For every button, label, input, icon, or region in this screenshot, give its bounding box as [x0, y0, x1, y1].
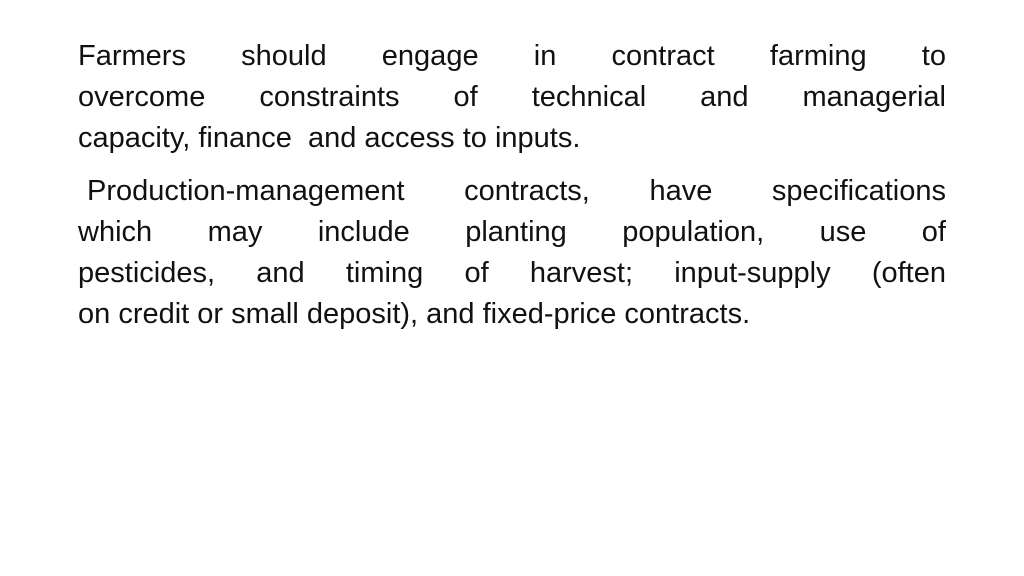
slide-text-line: Farmers should engage in contract farming to: [78, 40, 946, 72]
slide-text-line: pesticides, and timing of harvest; input-supply (often: [78, 257, 946, 289]
slide-text-line: capacity, finance and access to inputs.: [78, 122, 581, 154]
paragraph-production-management: [78, 171, 946, 335]
slide-text-line: which may include planting population, use of: [78, 216, 946, 248]
slide-text-line: on credit or small deposit), and fixed-price contracts.: [78, 298, 751, 330]
paragraph-contract-farming: [78, 36, 946, 159]
slide-text-line: Production-management contracts, have specifications: [87, 175, 946, 207]
slide-text-line: overcome constraints of technical and managerial: [78, 81, 946, 113]
